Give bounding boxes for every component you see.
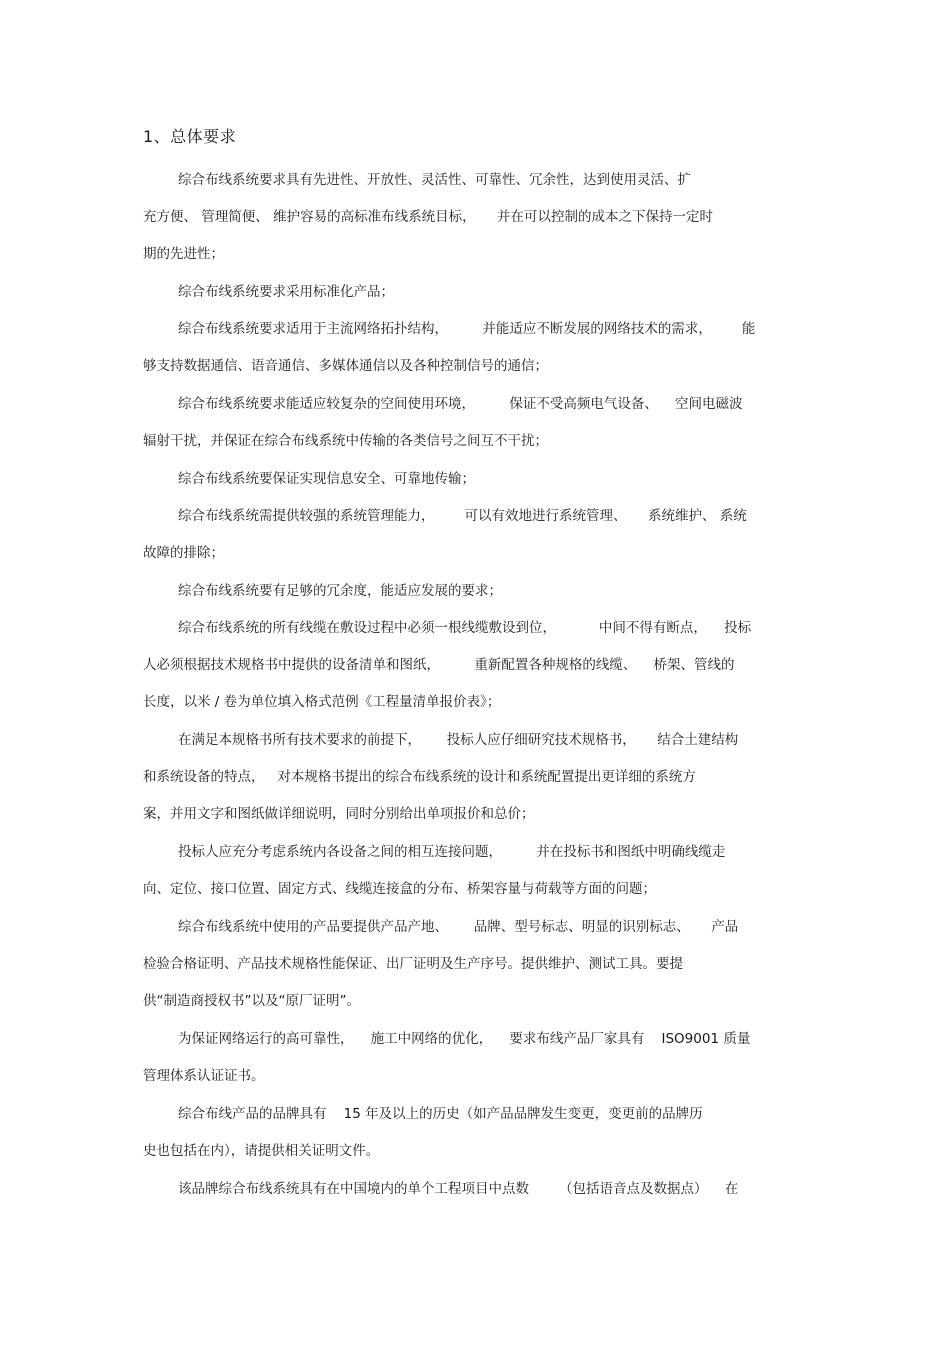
paragraph-line: 辐射干扰，并保证在综合布线系统中传输的各类信号之间互不干扰；	[143, 433, 548, 449]
paragraph-line: 综合布线系统要求适用于主流网络拓扑结构， 并能适应不断发展的网络技术的需求， 能	[178, 321, 756, 337]
paragraph-line: 综合布线系统的所有线缆在敷设过程中必须一根线缆敷设到位， 中间不得有断点， 投标	[178, 620, 752, 636]
paragraph-line: 期的先进性；	[143, 246, 224, 262]
paragraph-line: 综合布线系统要保证实现信息安全、可靠地传输；	[178, 471, 475, 487]
paragraph-line: 管理体系认证证书。	[143, 1068, 265, 1084]
paragraph-line: 史也包括在内），请提供相关证明文件。	[143, 1143, 380, 1159]
paragraph-line: 和系统设备的特点， 对本规格书提出的综合布线系统的设计和系统配置提出更详细的系统方	[143, 769, 696, 785]
paragraph-line: 综合布线系统要求采用标准化产品；	[178, 284, 394, 300]
paragraph-line: 该品牌综合布线系统具有在中国境内的单个工程项目中点数 （包括语音点及数据点） 在	[178, 1181, 739, 1197]
paragraph-line: 充方便、 管理简便、 维护容易的高标准布线系统目标， 并在可以控制的成本之下保持一定时	[143, 209, 714, 225]
paragraph-line: 综合布线系统中使用的产品要提供产品产地、 品牌、型号标志、明显的识别标志、 产品	[178, 919, 739, 935]
paragraph-line: 投标人应充分考虑系统内各设备之间的相互连接问题， 并在投标书和图纸中明确线缆走	[178, 844, 726, 860]
section-heading: 1、总体要求	[143, 127, 237, 146]
paragraph-line: 供“制造商授权书”以及“原厂证明”。	[143, 993, 360, 1009]
paragraph-line: 够支持数据通信、语音通信、多媒体通信以及各种控制信号的通信；	[143, 358, 548, 374]
paragraph-line: 故障的排除；	[143, 545, 224, 561]
paragraph-line: 检验合格证明、产品技术规格性能保证、出厂证明及生产序号。提供维护、测试工具。要提	[143, 956, 683, 972]
paragraph-line: 综合布线产品的品牌具有 15 年及以上的历史（如产品品牌发生变更，变更前的品牌历	[178, 1106, 703, 1122]
paragraph-line: 在满足本规格书所有技术要求的前提下， 投标人应仔细研究技术规格书， 结合土建结构	[178, 732, 739, 748]
paragraph-line: 综合布线系统要有足够的冗余度，能适应发展的要求；	[178, 583, 502, 599]
paragraph-line: 向、定位、接口位置、固定方式、线缆连接盒的分布、桥架容量与荷载等方面的问题；	[143, 881, 656, 897]
paragraph-line: 综合布线系统要求具有先进性、开放性、灵活性、可靠性、冗余性，达到使用灵活、扩	[178, 172, 691, 188]
paragraph-line: 人必须根据技术规格书中提供的设备清单和图纸， 重新配置各种规格的线缆、 桥架、管线的	[143, 657, 735, 673]
paragraph-line: 综合布线系统要求能适应较复杂的空间使用环境， 保证不受高频电气设备、 空间电磁波	[178, 396, 743, 412]
paragraph-line: 为保证网络运行的高可靠性， 施工中网络的优化， 要求布线产品厂家具有 ISO9001 质量	[178, 1031, 751, 1047]
paragraph-line: 综合布线系统需提供较强的系统管理能力， 可以有效地进行系统管理、 系统维护、 系统	[178, 508, 747, 524]
paragraph-line: 案，并用文字和图纸做详细说明，同时分别给出单项报价和总价；	[143, 806, 535, 822]
paragraph-line: 长度，以米 / 卷为单位填入格式范例《工程量清单报价表》；	[143, 694, 501, 710]
